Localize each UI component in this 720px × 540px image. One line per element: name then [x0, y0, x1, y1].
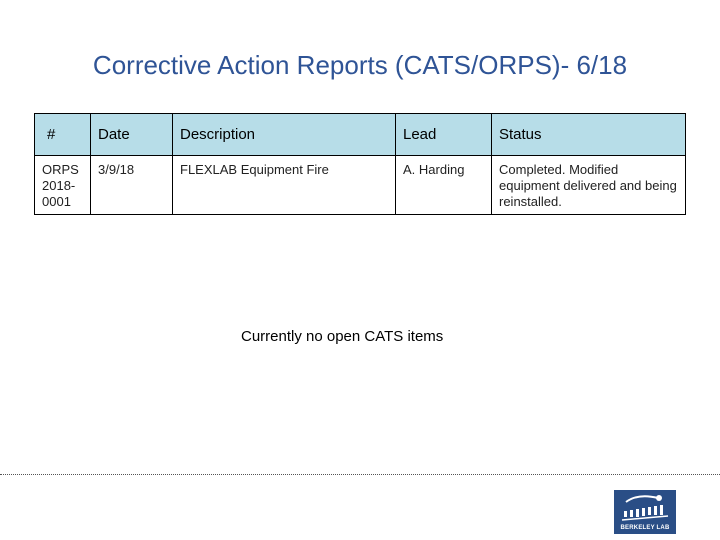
cell-status: Completed. Modified equipment delivered and being reinstalled. — [492, 156, 686, 215]
header-number: # — [35, 114, 91, 156]
cell-lead: A. Harding — [396, 156, 492, 215]
slide-title: Corrective Action Reports (CATS/ORPS)- 6/18 — [92, 50, 628, 80]
header-status: Status — [492, 114, 686, 156]
corrective-action-table — [34, 113, 686, 215]
cell-description: FLEXLAB Equipment Fire — [173, 156, 396, 215]
table-row — [35, 156, 686, 215]
table-header-row — [35, 114, 686, 156]
header-date: Date — [91, 114, 173, 156]
cell-date: 3/9/18 — [91, 156, 173, 215]
header-lead: Lead — [396, 114, 492, 156]
berkeley-lab-logo — [614, 490, 676, 534]
cell-number: ORPS 2018-0001 — [35, 156, 91, 215]
logo-wordmark: BERKELEY LAB — [620, 525, 670, 531]
footer-divider — [0, 474, 720, 475]
header-description: Description — [173, 114, 396, 156]
no-open-cats-note: Currently no open CATS items — [241, 328, 444, 345]
